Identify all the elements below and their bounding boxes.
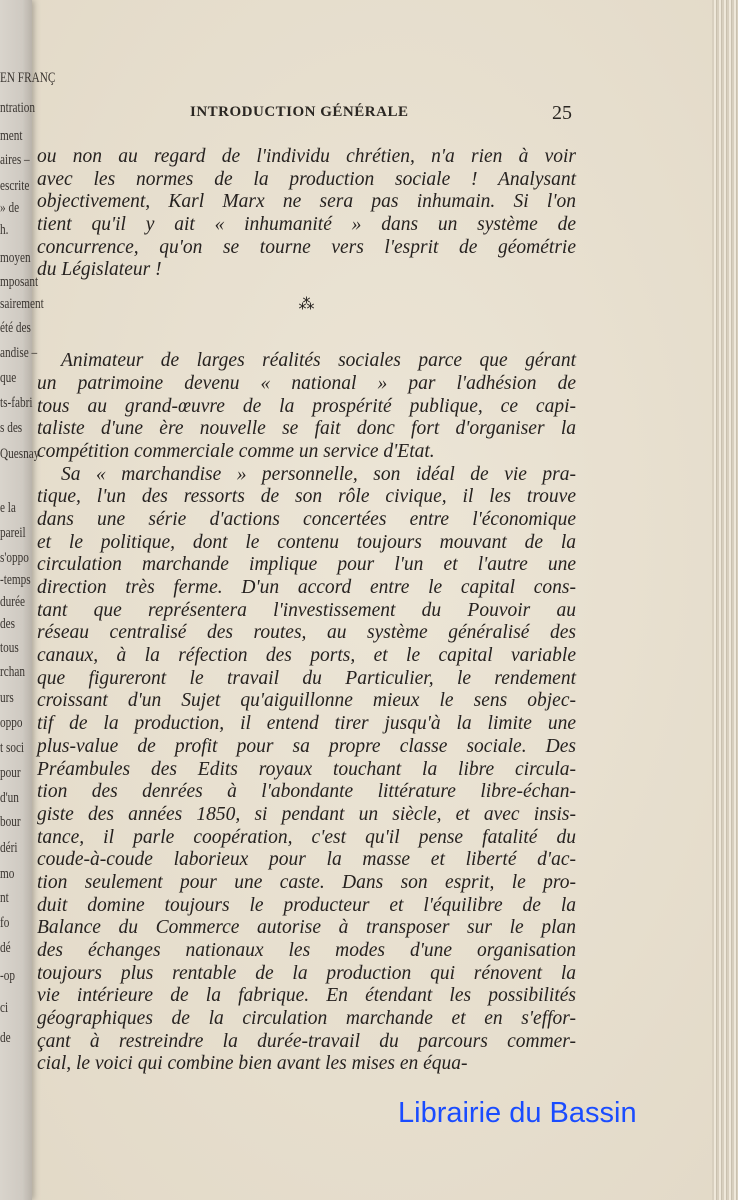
left-page-fragment: t soci	[0, 740, 25, 756]
left-page-fragment: pareil	[0, 525, 26, 541]
text-line: croissant d'un Sujet qu'aiguillonne mieux le sens objec-	[37, 690, 576, 712]
left-page-fragment: que	[0, 370, 17, 386]
text-line: avec les normes de la production sociale ! Analysant	[37, 168, 576, 190]
left-page-fragment: s des	[0, 420, 23, 436]
watermark: Librairie du Bassin	[398, 1097, 637, 1129]
text-line: réseau centralisé des routes, au système généralisé des	[37, 622, 576, 644]
running-header: INTRODUCTION GÉNÉRALE	[190, 104, 409, 120]
left-page-fragment: nt	[0, 890, 9, 906]
text-line: Préambules des Edits royaux touchant la libre circula-	[37, 758, 576, 780]
text-line: giste des années 1850, si pendant un siècle, et avec insis-	[37, 803, 576, 825]
left-page-fragment: durée	[0, 594, 25, 610]
left-page-fragment: aires –	[0, 152, 30, 168]
body-text	[37, 146, 576, 1076]
text-line: et le politique, dont le contenu toujours mouvant de la	[37, 531, 576, 553]
left-page-fragment: de	[0, 1030, 11, 1046]
left-page-fragment: été des	[0, 320, 31, 336]
text-line: des échanges nationaux les modes d'une organisation	[37, 940, 576, 961]
left-page-fragment: s'oppo	[0, 550, 29, 566]
text-line: direction très ferme. D'un accord entre le capital cons-	[37, 577, 576, 598]
text-line: vie intérieure de la fabrique. En étendant les possibilités	[37, 985, 576, 1007]
text-line: canaux, à la réfection des ports, et le capital variable	[37, 645, 576, 667]
left-page-fragment: oppo	[0, 715, 23, 731]
text-line: Balance du Commerce autorise à transposer sur le plan	[37, 917, 576, 939]
page-number: 25	[552, 102, 572, 124]
text-line: concurrence, qu'on se tourne vers l'esprit de géométrie	[37, 236, 576, 258]
left-page-fragment: des	[0, 616, 15, 632]
left-page-fragment: pour	[0, 765, 21, 781]
text-line: un patrimoine devenu « national » par l'adhésion de	[37, 372, 576, 394]
section-separator: ⁂	[298, 296, 315, 314]
left-page-fragment: bour	[0, 814, 21, 830]
left-page-fragment: ment	[0, 128, 23, 144]
text-line: tant que représentera l'investissement du Pouvoir au	[37, 599, 576, 621]
text-line: que figureront le travail du Particulier, le rendement	[37, 667, 576, 689]
text-line: circulation marchande implique pour l'un et l'autre une	[37, 554, 576, 576]
left-page-fragment: escrite	[0, 178, 30, 194]
text-line: Animateur de larges réalités sociales parce que gérant	[61, 350, 576, 372]
left-page-fragment: dé	[0, 940, 11, 956]
left-page-fragment: h.	[0, 222, 9, 238]
paragraph	[37, 146, 576, 282]
text-line: tient qu'il y ait « inhumanité » dans un système de	[37, 214, 576, 236]
left-page-fragment: fo	[0, 915, 10, 931]
text-line: çant à restreindre la durée-travail du parcours commer-	[37, 1030, 576, 1052]
page-edges	[712, 0, 738, 1200]
text-line: tif de la production, il entend tirer jusqu'à la limite une	[37, 713, 576, 735]
left-page-fragment: -temps	[0, 572, 31, 588]
left-page-fragment: ts-fabri	[0, 395, 33, 411]
left-page-fragment: urs	[0, 690, 14, 706]
left-page-fragment: -op	[0, 968, 15, 984]
text-line: objectivement, Karl Marx ne sera pas inhumain. Si l'on	[37, 191, 576, 213]
left-page-fragment: ci	[0, 1000, 9, 1016]
text-line: dans une série d'actions concertées entre l'économique	[37, 508, 576, 530]
text-line: tique, l'un des ressorts de son rôle civique, il les trouve	[37, 486, 576, 508]
text-line: tion seulement pour une caste. Dans son esprit, le pro-	[37, 871, 576, 893]
text-line: tance, il parle coopération, c'est qu'il pense fatalité du	[37, 826, 576, 848]
text-line: compétition commerciale comme un service d'Etat.	[37, 440, 435, 462]
left-page-fragment: Quesnay	[0, 446, 40, 462]
text-line: ou non au regard de l'individu chrétien, n'a rien à voir	[37, 146, 576, 167]
left-page-fragment: andise –	[0, 345, 38, 361]
text-line: taliste d'une ère nouvelle se fait donc fort d'organiser la	[37, 418, 576, 440]
left-page-fragment: tous	[0, 640, 19, 656]
left-page-fragment: e la	[0, 500, 16, 516]
text-line: cial, le voici qui combine bien avant les mises en équa-	[37, 1053, 468, 1075]
text-line: duit domine toujours le producteur et l'équilibre de la	[37, 894, 576, 916]
text-line: Sa « marchandise » personnelle, son idéal de vie pra-	[61, 463, 576, 485]
left-page-fragment: mposant	[0, 274, 39, 290]
left-page-edge	[0, 0, 56, 1200]
left-page-fragment: EN FRANÇ	[0, 70, 56, 86]
text-line: du Législateur !	[37, 259, 162, 281]
left-page-fragment: moyen	[0, 250, 31, 266]
left-page-fragment: mo	[0, 866, 15, 882]
text-line: tous au grand-œuvre de la prospérité publique, ce capi-	[37, 395, 576, 417]
text-line: plus-value de profit pour sa propre classe sociale. Des	[37, 735, 576, 757]
text-line: toujours plus rentable de la production qui rénovent la	[37, 962, 576, 984]
text-line: coude-à-coude laborieux pour la masse et liberté d'ac-	[37, 849, 576, 871]
paragraph	[37, 464, 576, 1077]
left-page-fragment: d'un	[0, 790, 19, 806]
left-page-fragment: rchan	[0, 664, 25, 680]
left-page-fragment: déri	[0, 840, 18, 856]
left-page-fragment: » de	[0, 200, 20, 216]
left-page-fragment: ntration	[0, 100, 35, 116]
text-line: géographiques de la circulation marchande et en s'effor-	[37, 1008, 576, 1030]
text-line: tion des denrées à l'abondante littérature libre-échan-	[37, 781, 576, 803]
left-page-fragment: sairement	[0, 296, 44, 312]
paragraph	[37, 350, 576, 463]
